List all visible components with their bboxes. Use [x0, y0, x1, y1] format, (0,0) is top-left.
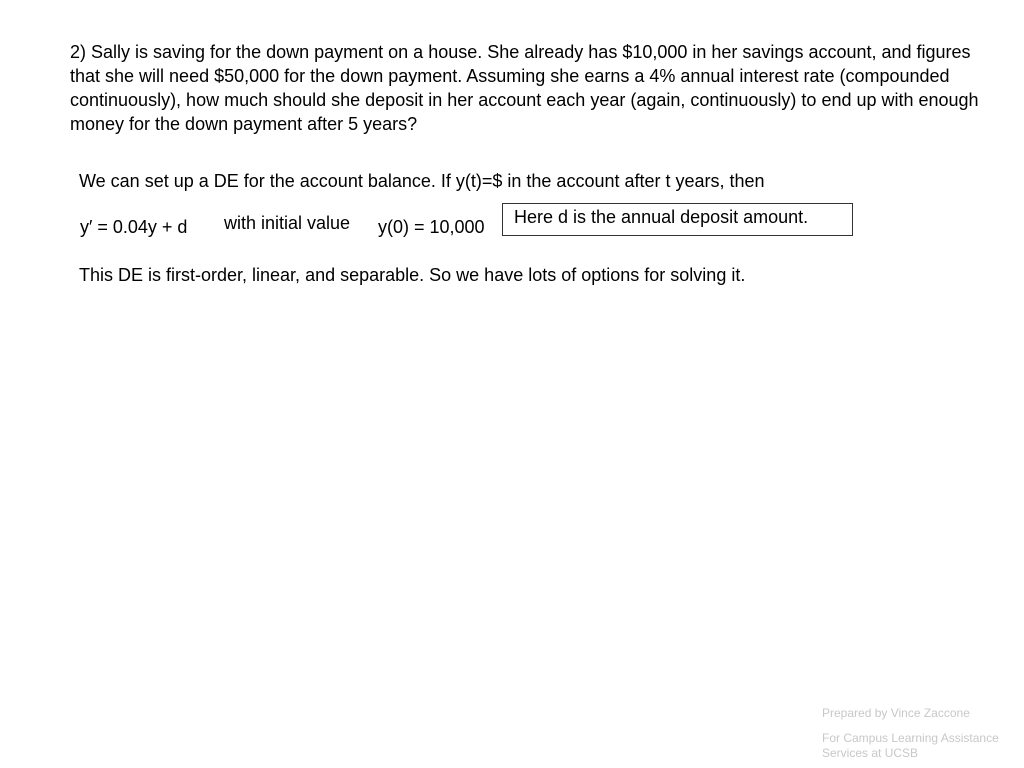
initial-condition: y(0) = 10,000	[378, 217, 485, 237]
solution-remark: This DE is first-order, linear, and separable. So we have lots of options for solving it.	[79, 265, 746, 285]
setup-sentence: We can set up a DE for the account balance. If y(t)=$ in the account after t years, then	[79, 171, 765, 191]
initial-value-label: with initial value	[224, 213, 351, 233]
problem-statement: 2) Sally is saving for the down payment on a house. She already has $10,000 in her savings account, and figures that she will need $50,000 for the down payment. Assuming she earns a 4% annual interest rate (compounded continuously), how much should she deposit in her account each year (again, continuously) to end up with enough money for the down payment after 5 years?	[70, 42, 979, 134]
footer-affiliation: For Campus Learning Assistance Services at UCSB	[822, 731, 999, 760]
deposit-note-text: Here d is the annual deposit amount.	[514, 207, 809, 227]
footer-prepared-by: Prepared by Vince Zaccone	[822, 706, 970, 720]
differential-equation: y′ = 0.04y + d	[80, 217, 188, 237]
deposit-note-box	[502, 203, 853, 236]
